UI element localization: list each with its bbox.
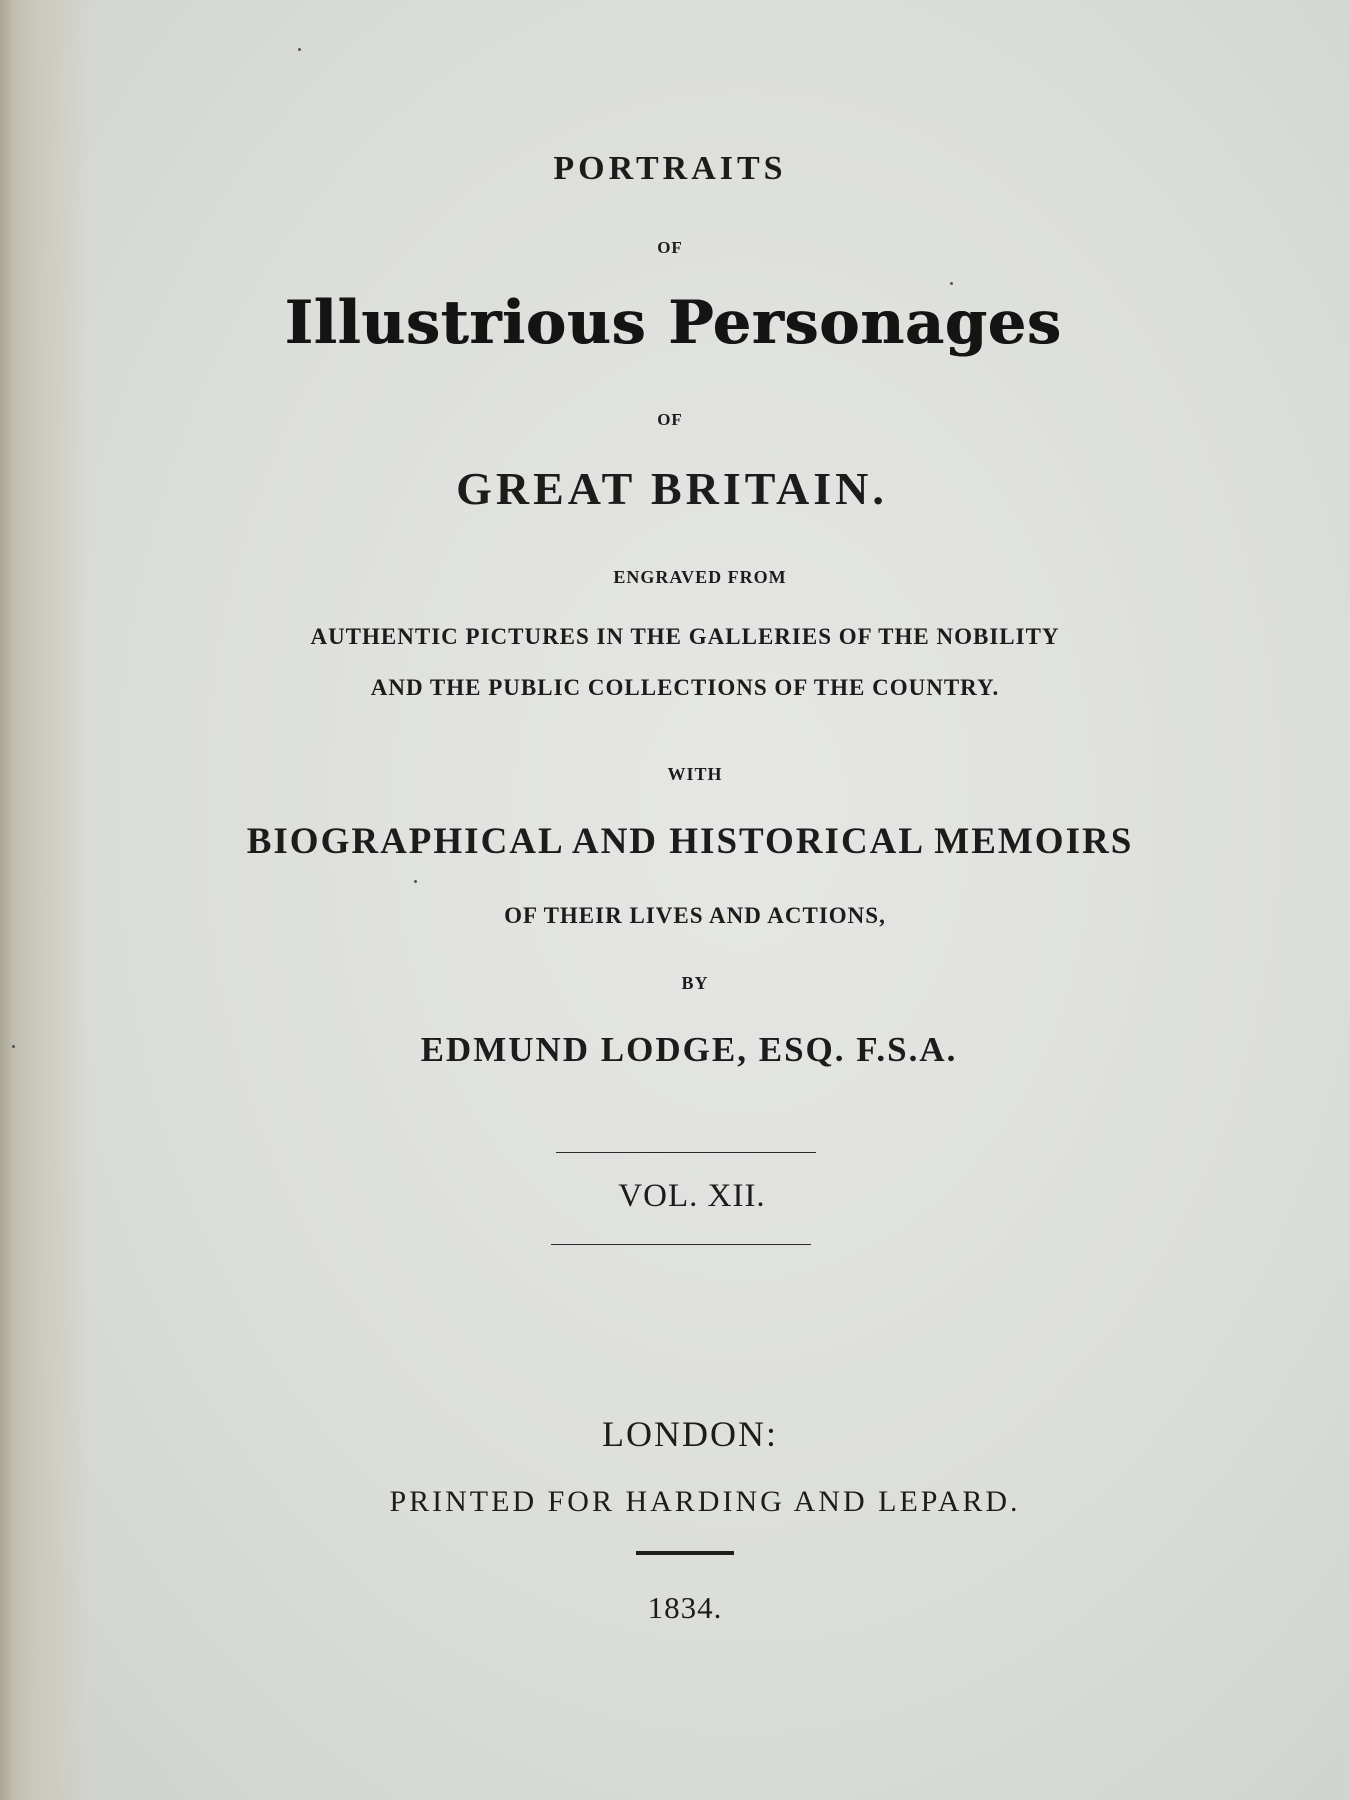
title-line-of-2: OF (657, 410, 683, 429)
authentic-pictures-line: AUTHENTIC PICTURES IN THE GALLERIES OF THE NOBILITY (310, 624, 1060, 649)
title-line-portraits: PORTRAITS (553, 150, 787, 187)
page-edge (0, 0, 12, 1800)
place-of-publication: LONDON: (602, 1414, 778, 1454)
engraved-from-line: ENGRAVED FROM (613, 567, 787, 587)
memoirs-line: BIOGRAPHICAL AND HISTORICAL MEMOIRS (246, 821, 1134, 862)
volume-rule-top (556, 1152, 816, 1153)
volume-line: VOL. XII. (618, 1178, 766, 1214)
paper-speck (950, 282, 953, 285)
volume-rule-bottom (551, 1244, 811, 1245)
paper-speck (414, 880, 417, 883)
with-line: WITH (667, 764, 723, 784)
title-great-britain: GREAT BRITAIN. (456, 463, 888, 514)
publication-year: 1834. (647, 1590, 723, 1625)
printer-line: PRINTED FOR HARDING AND LEPARD. (389, 1485, 1021, 1518)
by-line: BY (681, 973, 709, 993)
lives-and-actions-line: OF THEIR LIVES AND ACTIONS, (504, 903, 886, 928)
binding-gutter (0, 0, 90, 1800)
paper-speck (298, 48, 301, 51)
author-line: EDMUND LODGE, ESQ. F.S.A. (420, 1030, 958, 1069)
title-line-of: OF (657, 238, 683, 257)
public-collections-line: AND THE PUBLIC COLLECTIONS OF THE COUNTRY. (370, 675, 1000, 700)
title-main-blackletter: Illustrious Personages (284, 288, 1062, 358)
imprint-rule (636, 1551, 734, 1555)
